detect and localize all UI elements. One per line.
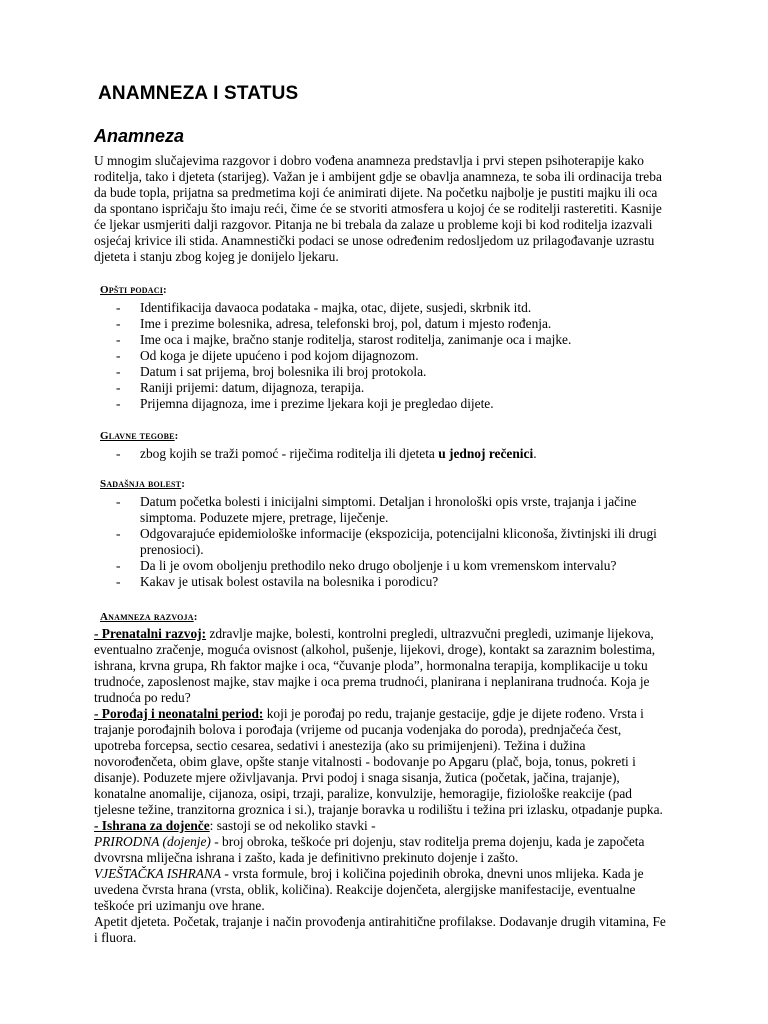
vjestacka-text: - vrsta formule, broj i količina pojedinih obroka, dnevni unos mlijeka. Kada je uvedena čvrsta hrana (vrsta, oblik, količina). Reakcije dojenčeta, alergijske manifestacije, eventualne teškoće pri uzimanju ove hrane.: [94, 866, 644, 913]
tegobe-period: .: [533, 446, 537, 461]
bullet-dash: -: [116, 396, 121, 411]
tegobe-emphasis: u jednoj rečenici: [438, 446, 534, 461]
prirodna-text: - broj obroka, teškoće pri dojenju, stav roditelja prema dojenju, kada je započeta dvovrsna mliječna ishrana i zašto, kada je definitivno prekinuto dojenje i zašto.: [94, 834, 645, 865]
heading-anamneza-razvoja: [100, 611, 198, 623]
list-item-text: Raniji prijemi: datum, dijagnoza, terapija.: [140, 380, 365, 395]
bullet-dash: -: [116, 446, 121, 461]
bullet-dash: -: [116, 526, 121, 541]
prenatalni-label: - Prenatalni razvoj:: [94, 626, 207, 641]
list-item-text: Od koga je dijete upućeno i pod kojom dijagnozom.: [140, 348, 419, 363]
heading-tegobe-text: Glavne tegobe: [100, 430, 175, 442]
list-item: [94, 526, 664, 558]
list-item: [94, 574, 664, 590]
sadasnja-bolest-list: [94, 494, 664, 590]
list-item: [94, 494, 664, 526]
heading-razvoj-text: Anamneza razvoja: [100, 611, 194, 623]
list-item-text: Datum početka bolesti i inicijalni simptomi. Detaljan i hronološki opis vrste, trajanja i jačine simptoma. Poduzete mjere, pretrage, liječenje.: [140, 494, 637, 525]
list-item-text: Prijemna dijagnoza, ime i prezime ljekara koji je pregledao dijete.: [140, 396, 494, 411]
prenatalni-text: zdravlje majke, bolesti, kontrolni pregledi, ultrazvučni pregledi, uzimanje lijekova, eventualno zračenje, moguća ovisnost (alkohol, pušenje, lijekovi, droge), kontakt sa zaraznim bolestima, ishrana, krvna grupa, Rh faktor majke i oca, “čuvanje ploda”, hormonalna terapija, komplikacije u toku trudnoće, zaposlenost majke, stav majke i oca prema trudnoći, planirana i neplanirana trudnoća. Koja je trudnoća po redu?: [94, 626, 656, 705]
list-item: [94, 396, 664, 412]
ishrana-label: - Ishrana za dojenče: [94, 818, 210, 833]
porodaj-text: koji je porođaj po redu, trajanje gestacije, gdje je dijete rođeno. Vrsta i trajanje porođajnih bolova i porođaja (vrijeme od pucanja vodenjaka do poroda), prednjačeća čest, upotreba forcepsa, sectio cesarea, sedativi i anestezija (ako su primijenjeni). Težina i dužina novorođenčeta, obim glave, opšte stanje vitalnosti - bodovanje po Apgaru (plač, boja, tonus, pokreti i disanje). Poduzete mjere oživljavanja. Prvi podoj i snaga sisanja, žutica (početak, jačina, trajanje), konatalne anomalije, cijanoza, osipi, trzaji, paralize, konvulzije, hemoragije, fiziološke reakcije (pad tjelesne težine, tranzitorna groznica i si.), trajanje boravka u rodilištu i težina pri izlasku, otpadanje pupka.: [94, 706, 663, 817]
list-item-text: Datum i sat prijema, broj bolesnika ili broj protokola.: [140, 364, 427, 379]
list-item: [94, 558, 664, 574]
glavne-tegobe-list: [94, 446, 664, 462]
heading-sadasnja-colon: :: [181, 478, 186, 490]
section-subtitle: Anamneza: [94, 126, 185, 146]
heading-tegobe-colon: :: [174, 430, 179, 442]
heading-glavne-tegobe: [100, 430, 179, 442]
heading-razvoj-colon: :: [193, 611, 198, 623]
bullet-dash: -: [116, 558, 121, 573]
opsti-podaci-list: [94, 300, 664, 412]
porodaj-label: - Porođaj i neonatalni period:: [94, 706, 264, 721]
list-item-text: Odgovarajuće epidemiološke informacije (ekspozicija, potencijalni kliconoša, živtinjski ili drugi prenosioci).: [140, 526, 657, 557]
bullet-dash: -: [116, 348, 121, 363]
page-title: ANAMNEZA I STATUS: [98, 83, 299, 104]
list-item-text: Identifikacija davaoca podataka - majka, otac, dijete, susjedi, skrbnik itd.: [140, 300, 532, 315]
heading-opsti-podaci: [100, 284, 167, 296]
heading-sadasnja-text: Sadašnja bolest: [100, 478, 182, 490]
intro-paragraph: U mnogim slučajevima razgovor i dobro vođena anamneza predstavlja i prvi stepen psihoterapije kako roditelja, tako i djeteta (starijeg). Važan je i ambijent gdje se obavlja anamneza, te soba ili ordinacija treba da bude topla, prijatna sa predmetima koji će animirati dijete. Na početku najbolje je pustiti majku ili oca da spontano ispričaju što imaju reći, čime će se stvoriti atmosfera u kojoj će se roditelji rasteretiti. Kasnije će ljekar usmjeriti dalji razgovor. Pitanja ne bi trebala da zalaze u probleme koji bi kod roditelja izazvali osjećaj krivice ili stida. Anamnestički podaci se unose određenim redosljedom uz prilagođavanje uzrastu djeteta i stanju zbog kojeg je donijelo ljekaru.: [94, 153, 662, 264]
tegobe-text: zbog kojih se traži pomoć - riječima roditelja ili djeteta: [140, 446, 439, 461]
heading-sadasnja-bolest: [100, 478, 185, 490]
apetit-paragraph: Apetit djeteta. Početak, trajanje i način provođenja antirahitične profilakse. Dodavanje drugih vitamina, Fe i fluora.: [94, 914, 666, 945]
bullet-dash: -: [116, 494, 121, 509]
bullet-dash: -: [116, 364, 121, 379]
heading-opsti-colon: :: [163, 284, 167, 296]
bullet-dash: -: [116, 316, 121, 331]
anamneza-razvoja-body: [94, 626, 666, 946]
list-item: [94, 446, 664, 462]
prirodna-label: PRIRODNA (dojenje): [94, 834, 211, 849]
bullet-dash: -: [116, 380, 121, 395]
prirodna-paragraph: [94, 834, 666, 866]
list-item-text: Da li je ovom oboljenju prethodilo neko drugo oboljenje i u kom vremenskom intervalu?: [140, 558, 617, 573]
list-item: [94, 316, 664, 332]
list-item: [94, 348, 664, 364]
list-item: [94, 300, 664, 316]
ishrana-paragraph: [94, 818, 666, 834]
list-item: [94, 364, 664, 380]
vjestacka-paragraph: [94, 866, 666, 914]
vjestacka-label: VJEŠTAČKA ISHRANA: [94, 866, 222, 881]
bullet-dash: -: [116, 332, 121, 347]
ishrana-text: : sastoji se od nekoliko stavki -: [209, 818, 376, 833]
bullet-dash: -: [116, 574, 121, 589]
list-item-text: Ime i prezime bolesnika, adresa, telefonski broj, pol, datum i mjesto rođenja.: [140, 316, 552, 331]
list-item: [94, 332, 664, 348]
porodaj-paragraph: [94, 706, 666, 818]
prenatalni-paragraph: [94, 626, 666, 706]
list-item-text: Kakav je utisak bolest ostavila na bolesnika i porodicu?: [140, 574, 439, 589]
heading-opsti-text: Opšti podaci: [100, 284, 164, 296]
list-item-text: Ime oca i majke, bračno stanje roditelja, starost roditelja, zanimanje oca i majke.: [140, 332, 572, 347]
bullet-dash: -: [116, 300, 121, 315]
list-item: [94, 380, 664, 396]
